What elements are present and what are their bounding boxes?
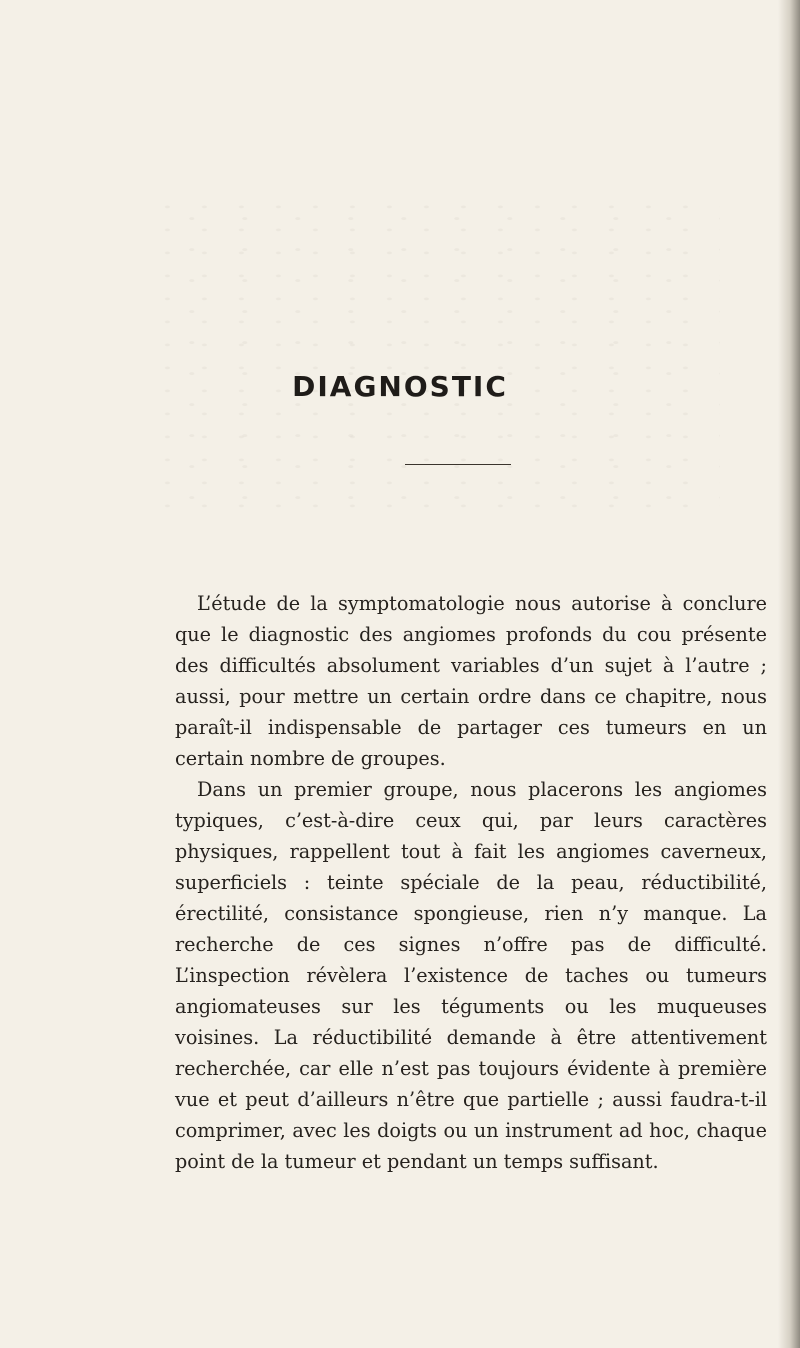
show-through-texture (160, 200, 720, 520)
paragraph-2: Dans un premier groupe, nous placerons les angiomes typiques, c’est-à-dire ceux qui, par leurs caractères physiques, rappellent tout à fait les angiomes caverneux, superficiels : teinte spéciale de la peau, réductibilité, érectilité, consistance spongieuse, rien n’y manque. La recherche de ces signes n’offre pas de difficulté. L’inspection révèlera l’existence de taches ou tumeurs angiomateuses sur les téguments ou les muqueuses voisines. La réductibilité demande à être attentivement recherchée, car elle n’est pas toujours évidente à première vue et peut d’ailleurs n’être que partielle ; aussi faudra-t-il comprimer, avec les doigts ou un instrument ad hoc, chaque point de la tumeur et pendant un temps suffisant. (175, 778, 767, 1173)
page-edge-shadow (778, 0, 800, 1348)
body-text (175, 588, 767, 1177)
paragraph-1: L’étude de la symptomatologie nous autorise à conclure que le diagnostic des angiomes profonds du cou présente des difficultés absolument variables d’un sujet à l’autre ; aussi, pour mettre un certain ordre dans ce chapitre, nous paraît-il indispensable de partager ces tumeurs en un certain nombre de groupes. (175, 592, 767, 770)
chapter-title: DIAGNOSTIC (292, 370, 508, 403)
title-rule (405, 464, 511, 465)
